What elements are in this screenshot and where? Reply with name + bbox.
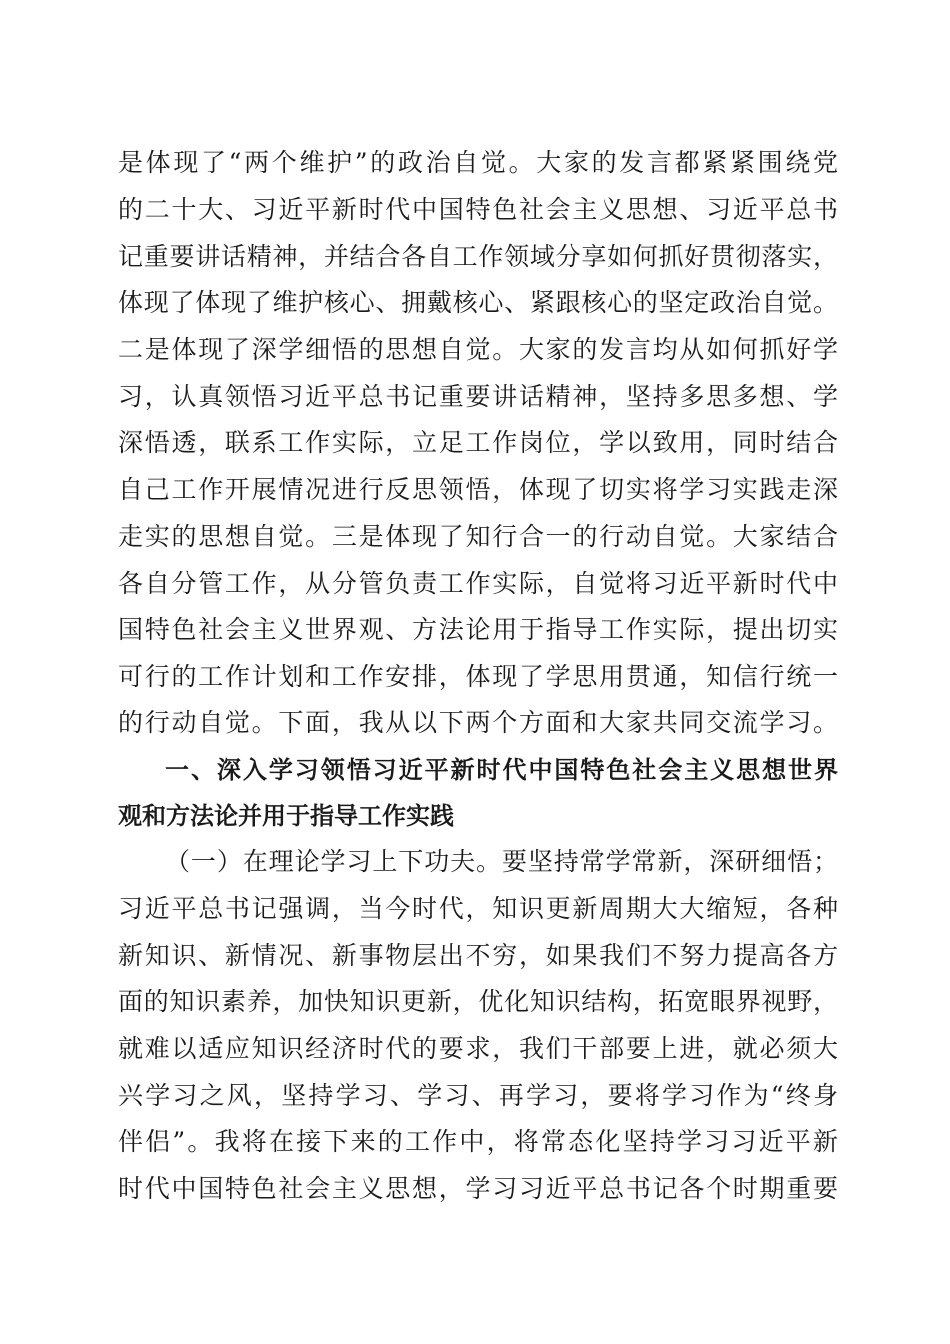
- paragraph-line: 习近平总书记强调，当今时代，知识更新周期大大缩短，各种: [118, 894, 838, 923]
- section-heading: 观和方法论并用于指导工作实践: [118, 802, 454, 830]
- paragraph-line: 各自分管工作，从分管负责工作实际，自觉将习近平新时代中: [118, 569, 838, 598]
- paragraph-line: 伴侣”。我将在接下来的工作中，将常态化坚持学习习近平新: [118, 1127, 838, 1156]
- paragraph-line: 面的知识素养，加快知识更新，优化知识结构，拓宽眼界视野，: [118, 987, 838, 1016]
- paragraph-line: 就难以适应知识经济时代的要求，我们干部要上进，就必须大: [118, 1034, 838, 1063]
- paragraph-line: 兴学习之风，坚持学习、学习、再学习，要将学习作为“终身: [118, 1081, 838, 1110]
- paragraph-line: 的二十大、习近平新时代中国特色社会主义思想、习近平总书: [118, 195, 838, 224]
- paragraph-line: 深悟透，联系工作实际，立足工作岗位，学以致用，同时结合: [118, 428, 838, 457]
- paragraph-line: 体现了体现了维护核心、拥戴核心、紧跟核心的坚定政治自觉。: [118, 288, 838, 317]
- section-heading: 一、深入学习领悟习近平新时代中国特色社会主义思想世界: [165, 756, 838, 784]
- paragraph-line: 走实的思想自觉。三是体现了知行合一的行动自觉。大家结合: [118, 522, 838, 551]
- paragraph-line: 习，认真领悟习近平总书记重要讲话精神，坚持多思多想、学: [118, 382, 838, 411]
- paragraph-line: 自己工作开展情况进行反思领悟，体现了切实将学习实践走深: [118, 475, 838, 504]
- paragraph-line: 是体现了“两个维护”的政治自觉。大家的发言都紧紧围绕党: [118, 148, 838, 177]
- paragraph-line: 记重要讲话精神，并结合各自工作领域分享如何抓好贯彻落实，: [118, 242, 838, 271]
- paragraph-line: 新知识、新情况、新事物层出不穷，如果我们不努力提高各方: [118, 941, 838, 970]
- subsection-line: （一）在理论学习上下功夫。要坚持常学常新，深研细悟；: [165, 847, 838, 876]
- paragraph-line: 可行的工作计划和工作安排，体现了学思用贯通，知信行统一: [118, 662, 838, 691]
- paragraph-line: 的行动自觉。下面，我从以下两个方面和大家共同交流学习。: [118, 708, 838, 737]
- paragraph-line: 时代中国特色社会主义思想，学习习近平总书记各个时期重要: [118, 1174, 838, 1203]
- paragraph-line: 二是体现了深学细悟的思想自觉。大家的发言均从如何抓好学: [118, 335, 838, 364]
- paragraph-line: 国特色社会主义世界观、方法论用于指导工作实际，提出切实: [118, 615, 838, 644]
